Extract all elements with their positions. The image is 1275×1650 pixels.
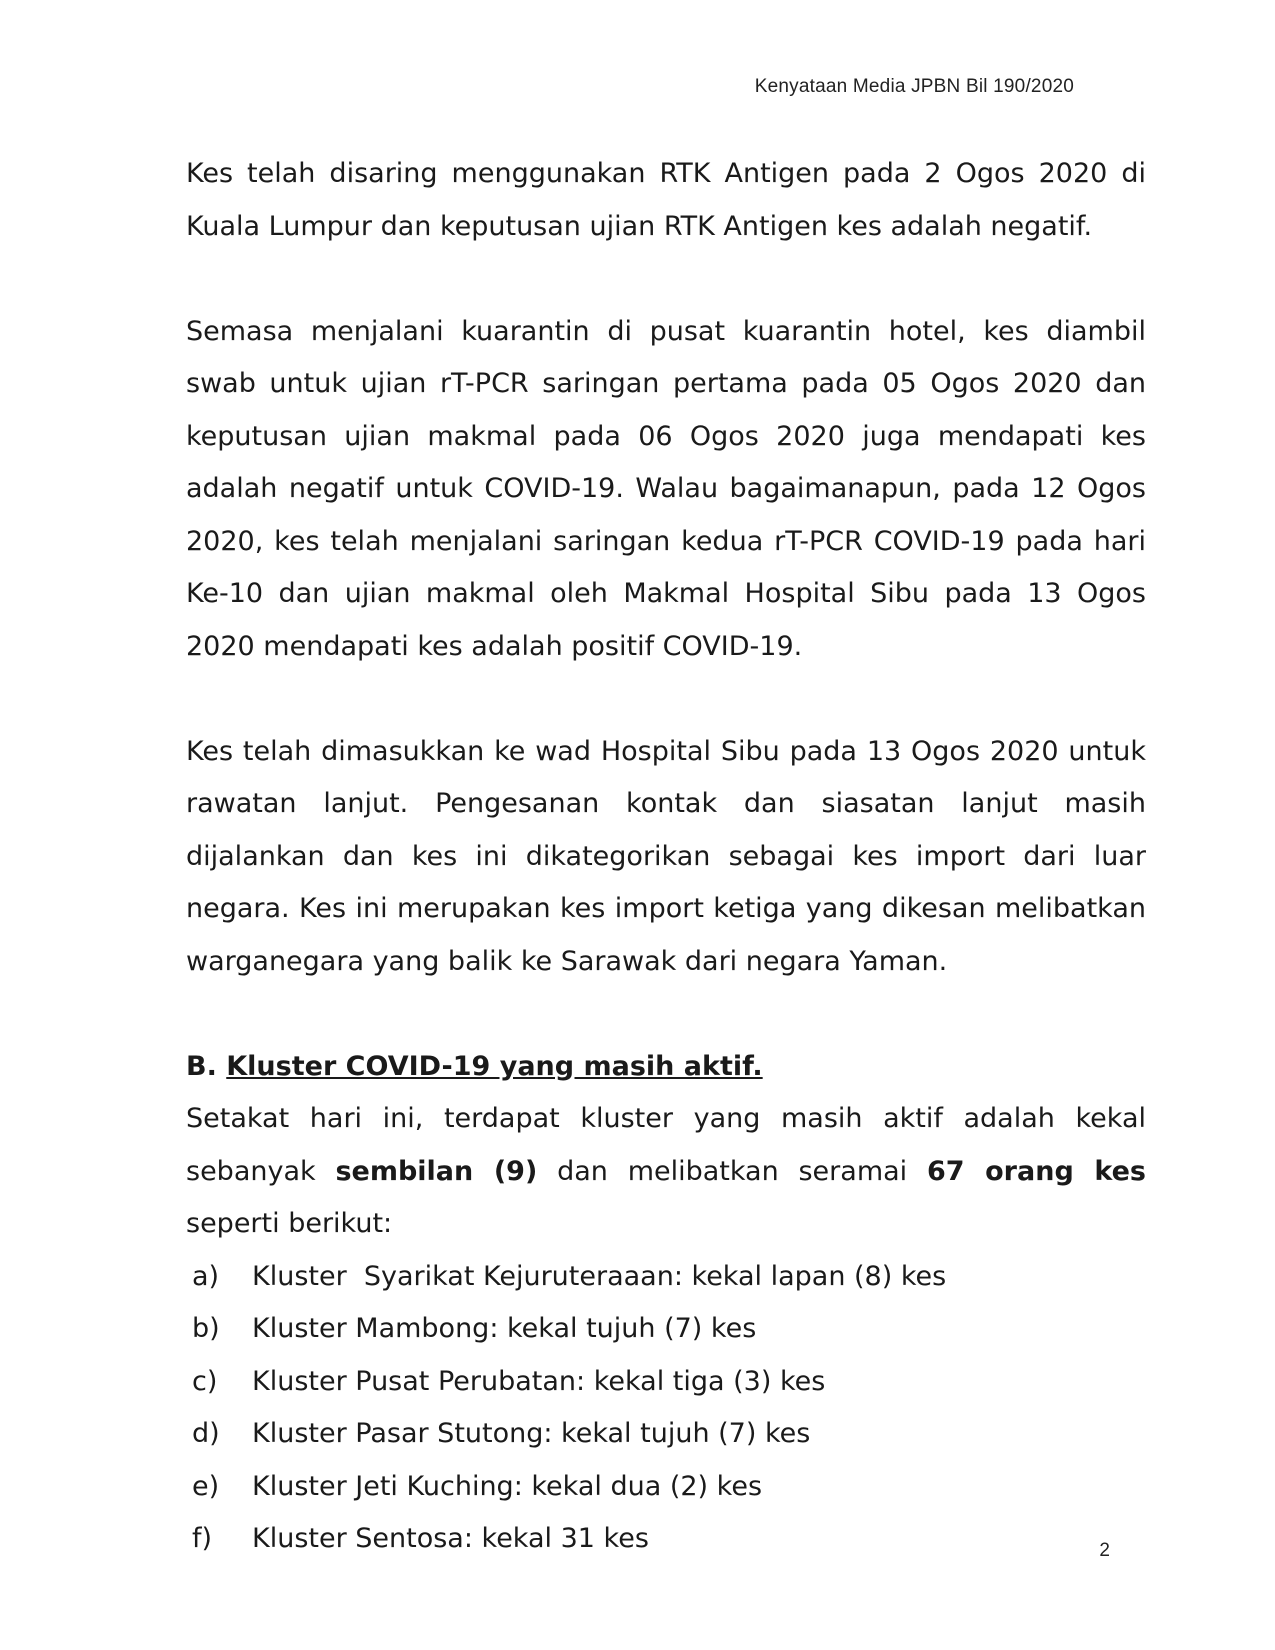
list-marker: b) xyxy=(192,1313,220,1344)
list-marker: e) xyxy=(192,1470,220,1502)
paragraph-hospital-admission: Kes telah dimasukkan ke wad Hospital Sibu pada 13 Ogos 2020 untuk rawatan lanjut. Pengesanan kontak dan siasatan lanjut masih dijalankan dan kes ini dikategorikan sebagai kes import dari luar negara. Kes ini merupakan kes import ketiga yang dikesan melibatkan warganegara yang balik ke Sarawak dari negara Yaman. xyxy=(186,735,1146,977)
list-marker: a) xyxy=(192,1260,220,1292)
cluster-list-item xyxy=(186,1408,1146,1461)
document-body xyxy=(186,148,1146,1566)
list-marker: d) xyxy=(192,1418,220,1449)
cluster-list-item xyxy=(186,1251,1146,1304)
cluster-text: Kluster Syarikat Kejuruteraaan: kekal lapan (8) kes xyxy=(252,1260,947,1292)
case-count: 67 orang kes xyxy=(926,1155,1146,1187)
cluster-list-item xyxy=(186,1513,1146,1566)
intro-text-1: Setakat hari ini, terdapat kluster yang masih aktif adalah kekal sebanyak xyxy=(186,1103,1146,1187)
cluster-count: sembilan (9) xyxy=(335,1155,538,1187)
document-reference: Kenyataan Media JPBN Bil 190/2020 xyxy=(754,76,1074,97)
section-b-label: B. xyxy=(186,1050,217,1082)
cluster-list xyxy=(186,1251,1146,1566)
intro-text-3: seperti berikut: xyxy=(186,1208,393,1239)
page-number: 2 xyxy=(1099,1540,1110,1561)
intro-text-2: dan melibatkan seramai xyxy=(537,1155,927,1187)
paragraph-rtk-antigen: Kes telah disaring menggunakan RTK Antigen pada 2 Ogos 2020 di Kuala Lumpur dan keputusan ujian RTK Antigen kes adalah negatif. xyxy=(186,158,1146,242)
cluster-list-item xyxy=(186,1303,1146,1356)
cluster-list-item xyxy=(186,1461,1146,1514)
cluster-text: Kluster Jeti Kuching: kekal dua (2) kes xyxy=(252,1470,763,1502)
cluster-text: Kluster Mambong: kekal tujuh (7) kes xyxy=(252,1313,757,1344)
list-marker: c) xyxy=(192,1365,218,1397)
cluster-text: Kluster Sentosa: kekal 31 kes xyxy=(252,1523,649,1554)
paragraph-quarantine-testing: Semasa menjalani kuarantin di pusat kuarantin hotel, kes diambil swab untuk ujian rT-PCR saringan pertama pada 05 Ogos 2020 dan keputusan ujian makmal pada 06 Ogos 2020 juga mendapati kes adalah negatif untuk COVID-19. Walau bagaimanapun, pada 12 Ogos 2020, kes telah menjalani saringan kedua rT-PCR COVID-19 pada hari Ke-10 dan ujian makmal oleh Makmal Hospital Sibu pada 13 Ogos 2020 mendapati kes adalah positif COVID-19. xyxy=(186,315,1146,662)
section-b-heading xyxy=(186,1041,1146,1094)
cluster-text: Kluster Pusat Perubatan: kekal tiga (3) kes xyxy=(252,1365,826,1397)
list-marker: f) xyxy=(192,1523,213,1554)
cluster-list-item xyxy=(186,1356,1146,1409)
cluster-text: Kluster Pasar Stutong: kekal tujuh (7) kes xyxy=(252,1418,811,1449)
section-b-intro xyxy=(186,1093,1146,1251)
section-b-title: Kluster COVID-19 yang masih aktif. xyxy=(226,1050,763,1082)
